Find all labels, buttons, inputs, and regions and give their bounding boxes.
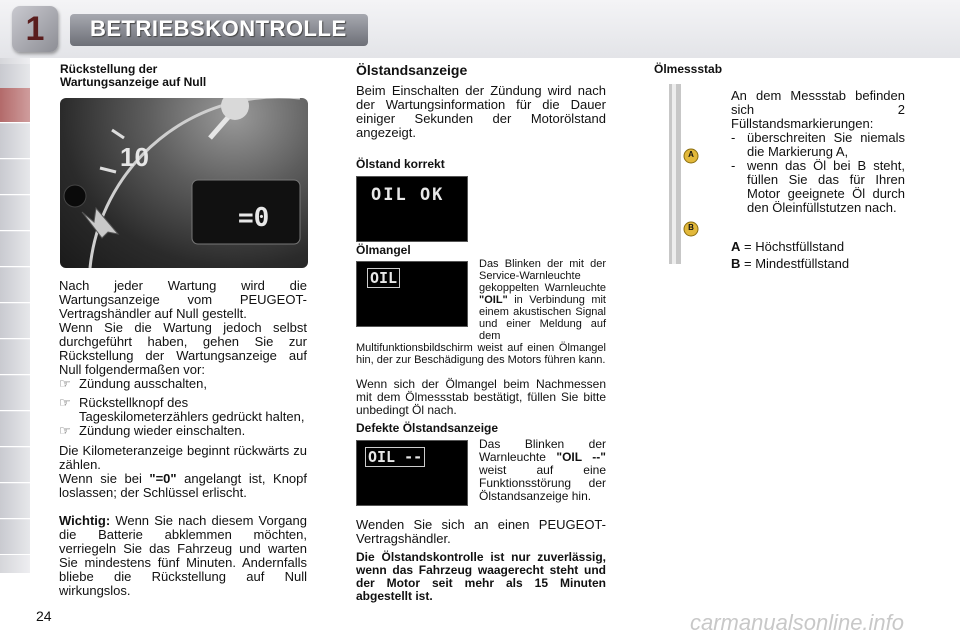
pointer-icon: ☞ [59,376,71,391]
dipstick-item [731,159,905,215]
reset-paragraph-2: Wenn Sie die Wartung jedoch selbst durchgeführt haben, gehen Sie zur Rückstellung der Wartungsanzeige auf Null folgendermaßen vor: [59,320,307,377]
reset-heading-line-1: Rückstellung der [60,62,158,76]
dash: - [731,130,736,145]
oil-defect-text-end: weist auf eine Funktionsstörung der Ölstandsanzeige hin. [479,463,606,503]
gauge-number: 10 [120,142,149,172]
side-tab[interactable] [0,268,30,303]
oil-defect-text-bold: "OIL --" [556,450,606,464]
page-title: BETRIEBSKONTROLLE [90,16,347,41]
oil-ok-display-image [356,176,468,242]
page-number: 24 [36,608,52,624]
reset-step [59,396,307,424]
reset-paragraph-3: Die Kilometeranzeige beginnt rückwärts zu zählen. [59,443,307,472]
oil-defect-heading: Defekte Ölstandsanzeige [356,421,499,435]
reset-step-text: Zündung wieder einschalten. [79,423,246,438]
dipstick-item [731,131,905,159]
side-tab[interactable] [0,304,30,339]
reset-step [59,377,307,391]
side-tab[interactable] [0,376,30,411]
oil-defect-text [479,438,606,503]
reset-paragraph-4 [59,472,307,500]
legend-a-key: A [731,239,741,254]
side-tab[interactable] [0,196,30,231]
oil-low-display-text: OIL [367,268,400,288]
reset-step [59,424,307,438]
oil-ok-heading: Ölstand korrekt [356,157,445,171]
side-tab[interactable] [0,520,30,555]
legend-a-text: = Höchstfüllstand [740,239,845,254]
p4-text-end: angelangt ist, Knopf loslassen; der Schlüssel erlischt. [59,471,307,500]
pointer-icon: ☞ [59,423,71,438]
dash: - [731,158,736,173]
dipstick-image [655,84,713,264]
dipstick-marker-a: A [688,150,694,159]
dipstick-intro: An dem Messstab befinden sich 2 Füllstandsmarkierungen: [731,88,905,131]
reset-step-text: Zündung ausschalten, [79,376,207,391]
side-tab[interactable] [0,448,30,483]
oil-ok-display-text: OIL OK [371,185,445,205]
dipstick-item-text: überschreiten Sie niemals die Markierung A, [747,130,905,159]
dipstick-illustration [655,84,713,264]
chapter-number: 1 [25,10,45,48]
oil-defect-display-text: OIL -- [365,447,425,467]
dealer-contact-text: Wenden Sie sich an einen PEUGEOT-Vertragshändler. [356,517,606,546]
dipstick-heading: Ölmessstab [654,62,723,76]
dipstick-item-text: wenn das Öl bei B steht, füllen Sie das für Ihren Motor geeignete Öl durch den Öleinfüllstutzen nach. [747,158,905,215]
dipstick-marker-b: B [688,223,694,232]
watermark: carmanualsonline.info [690,610,905,635]
float-spacer [356,258,479,340]
reset-heading [60,63,206,89]
reset-step-text: Rückstellknopf des Tageskilometerzählers gedrückt halten, [79,395,305,424]
oil-low-text-bold: "OIL" [479,294,508,306]
side-tab[interactable] [0,340,30,375]
oil-level-heading: Ölstandsanzeige [356,62,468,78]
side-tab[interactable] [0,412,30,447]
side-tab[interactable] [0,484,30,519]
gauge-display-value: =0 [238,203,270,233]
side-tab-active[interactable] [0,88,30,123]
reset-heading-line-2: Wartungsanzeige auf Null [60,75,207,89]
p4-text: Wenn sie bei [59,471,150,486]
oil-level-intro: Beim Einschalten der Zündung wird nach der Wartungsinformation für die Dauer einiger Sekunden der Motorölstand angezeigt. [356,83,606,140]
oil-defect-display-image [356,440,468,506]
oil-low-text-start: Das Blinken der mit der Service-Warnleuchte gekoppelten Warnleuchte [479,258,606,294]
legend-a [731,240,844,254]
important-label: Wichtig: [59,513,111,528]
oil-defect-text-start: Das Blinken der Warnleuchte [479,437,606,464]
instrument-gauge-image [60,98,308,268]
oil-low-text [356,258,606,366]
p4-bold: "=0" [149,471,177,486]
side-tab[interactable] [0,124,30,159]
reset-paragraph-1: Nach jeder Wartung wird die Wartungsanzeige vom PEUGEOT-Vertragshändler auf Null gestellt. [59,278,307,321]
legend-b [731,257,849,271]
pointer-icon: ☞ [59,395,71,410]
gauge-illustration [60,98,308,268]
side-tab[interactable] [0,232,30,267]
oil-low-text-2: Wenn sich der Ölmangel beim Nachmessen mit dem Ölmessstab bestätigt, füllen Sie bitte unbedingt Öl nach. [356,377,606,417]
side-tab[interactable] [0,160,30,195]
legend-b-text: = Mindestfüllstand [740,256,850,271]
legend-b-key: B [731,256,741,271]
important-note [59,514,307,598]
oil-low-text-end: in Verbindung mit einem akustischen Signal und einer Meldung auf dem Multifunktionsbildschirm weist auf einen Ölmangel hin, der zur Beschädigung des Motors führen kann. [356,294,606,366]
oil-check-warning: Die Ölstandskontrolle ist nur zuverlässig, wenn das Fahrzeug waagerecht steht und der Motor seit mehr als 15 Minuten abgestellt ist. [356,550,606,603]
important-text: Wenn Sie nach diesem Vorgang die Batterie abklemmen möchten, verriegeln Sie das Fahrzeug und warten Sie mindestens fünf Minuten. Andernfalls bliebe die Rückstellung auf Null wirkungslos. [59,513,307,598]
oil-low-heading: Ölmangel [356,243,411,257]
